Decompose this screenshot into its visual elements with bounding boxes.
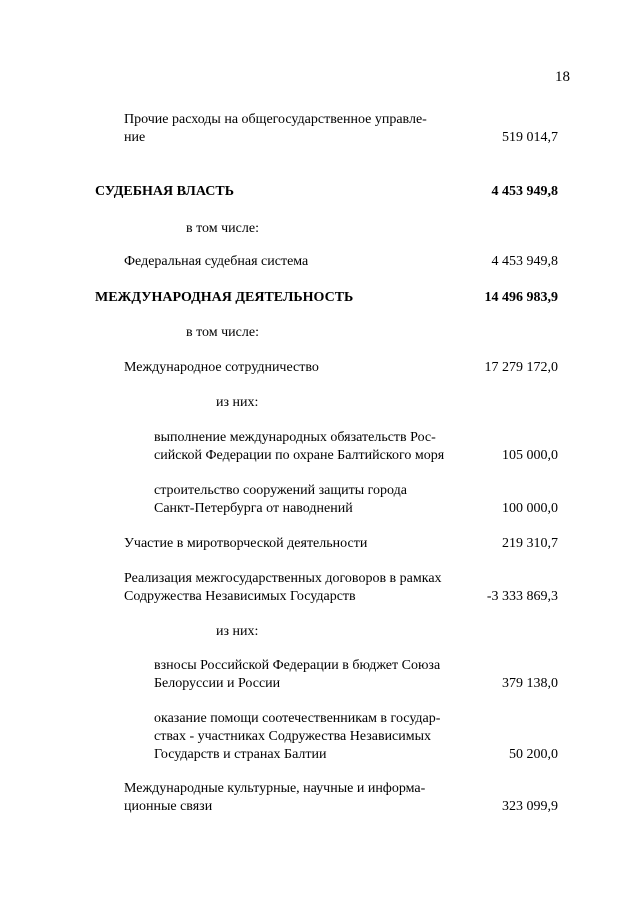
row-amount-other-gov-expenses: 519 014,7	[502, 130, 558, 145]
row-label-union-state-budget: взносы Российской Федерации в бюджет Союза Белоруссии и России	[154, 658, 441, 691]
row-amount-flood-protection: 100 000,0	[502, 501, 558, 516]
of-which-label: из них:	[216, 624, 259, 639]
row-label-international-cooperation: Международное сотрудничество	[124, 360, 319, 375]
row-label-cis-agreements: Реализация межгосударственных договоров в рамках Содружества Независимых Государств	[124, 571, 442, 604]
including-label: в том числе:	[186, 221, 259, 236]
row-label-cultural-scientific-ties: Международные культурные, научные и информа- ционные связи	[124, 781, 426, 814]
including-label: в том числе:	[186, 325, 259, 340]
row-amount-baltic-sea-obligations: 105 000,0	[502, 448, 558, 463]
row-label-flood-protection: строительство сооружений защиты города Санкт-Петербурга от наводнений	[154, 483, 407, 516]
row-label-peacekeeping: Участие в миротворческой деятельности	[124, 536, 368, 551]
section-amount-international-activity: 14 496 983,9	[484, 290, 558, 305]
row-label-baltic-sea-obligations: выполнение международных обязательств Рос- сийской Федерации по охране Балтийского моря	[154, 430, 445, 463]
section-amount-judicial-power: 4 453 949,8	[491, 184, 558, 199]
row-amount-peacekeeping: 219 310,7	[502, 536, 558, 551]
row-amount-international-cooperation: 17 279 172,0	[484, 360, 558, 375]
row-amount-cultural-scientific-ties: 323 099,9	[502, 799, 558, 814]
row-amount-compatriots-assistance: 50 200,0	[509, 747, 558, 762]
row-amount-cis-agreements: -3 333 869,3	[486, 589, 558, 604]
section-heading-judicial-power: СУДЕБНАЯ ВЛАСТЬ	[95, 184, 234, 199]
section-heading-international-activity: МЕЖДУНАРОДНАЯ ДЕЯТЕЛЬНОСТЬ	[95, 290, 354, 305]
row-label-compatriots-assistance: оказание помощи соотечественникам в государ- ствах - участниках Содружества Независимых Государств и странах Балтии	[154, 711, 441, 762]
row-amount-union-state-budget: 379 138,0	[502, 676, 558, 691]
row-label-federal-judicial-system: Федеральная судебная система	[124, 254, 309, 269]
of-which-label: из них:	[216, 395, 259, 410]
page-number: 18	[555, 69, 570, 85]
row-label-other-gov-expenses: Прочие расходы на общегосударственное управле- ние	[124, 112, 427, 145]
row-amount-federal-judicial-system: 4 453 949,8	[491, 254, 558, 269]
